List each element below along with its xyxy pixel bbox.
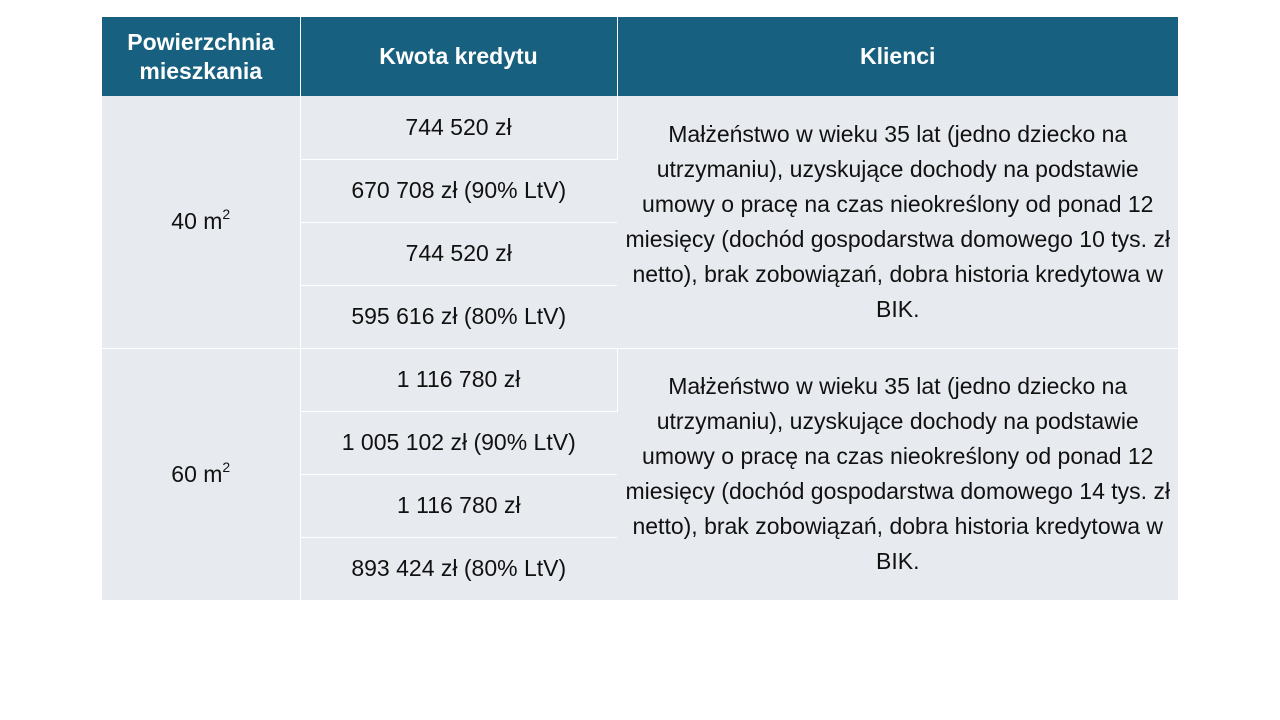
amount-cell: 893 424 zł (80% LtV)	[300, 537, 617, 600]
amount-cell: 595 616 zł (80% LtV)	[300, 285, 617, 348]
area-unit-exponent: 2	[222, 206, 231, 223]
table-row	[102, 348, 1178, 411]
area-value: 60 m	[171, 460, 223, 487]
amount-cell: 744 520 zł	[300, 222, 617, 285]
area-cell	[102, 96, 300, 348]
credit-table	[102, 17, 1178, 601]
amount-cell: 1 116 780 zł	[300, 474, 617, 537]
header-area	[102, 17, 300, 96]
clients-cell: Małżeństwo w wieku 35 lat (jedno dziecko na utrzymaniu), uzyskujące dochody na podstawie umowy o pracę na czas nieokreślony od ponad 12 miesięcy (dochód gospodarstwa domowego 14 tys. zł netto), brak zobowiązań, dobra historia kredytowa w BIK.	[617, 348, 1178, 600]
table-row	[102, 96, 1178, 159]
header-clients: Klienci	[617, 17, 1178, 96]
area-cell	[102, 348, 300, 600]
header-area-line1: Powierzchnia	[127, 28, 275, 55]
area-value: 40 m	[171, 208, 223, 235]
amount-cell: 744 520 zł	[300, 96, 617, 159]
area-unit-exponent: 2	[222, 458, 231, 475]
header-area-line2: mieszkania	[139, 57, 263, 84]
amount-cell: 1 005 102 zł (90% LtV)	[300, 411, 617, 474]
clients-cell: Małżeństwo w wieku 35 lat (jedno dziecko na utrzymaniu), uzyskujące dochody na podstawie umowy o pracę na czas nieokreślony od ponad 12 miesięcy (dochód gospodarstwa domowego 10 tys. zł netto), brak zobowiązań, dobra historia kredytowa w BIK.	[617, 96, 1178, 348]
header-amount: Kwota kredytu	[300, 17, 617, 96]
amount-cell: 1 116 780 zł	[300, 348, 617, 411]
header-row	[102, 17, 1178, 96]
amount-cell: 670 708 zł (90% LtV)	[300, 159, 617, 222]
